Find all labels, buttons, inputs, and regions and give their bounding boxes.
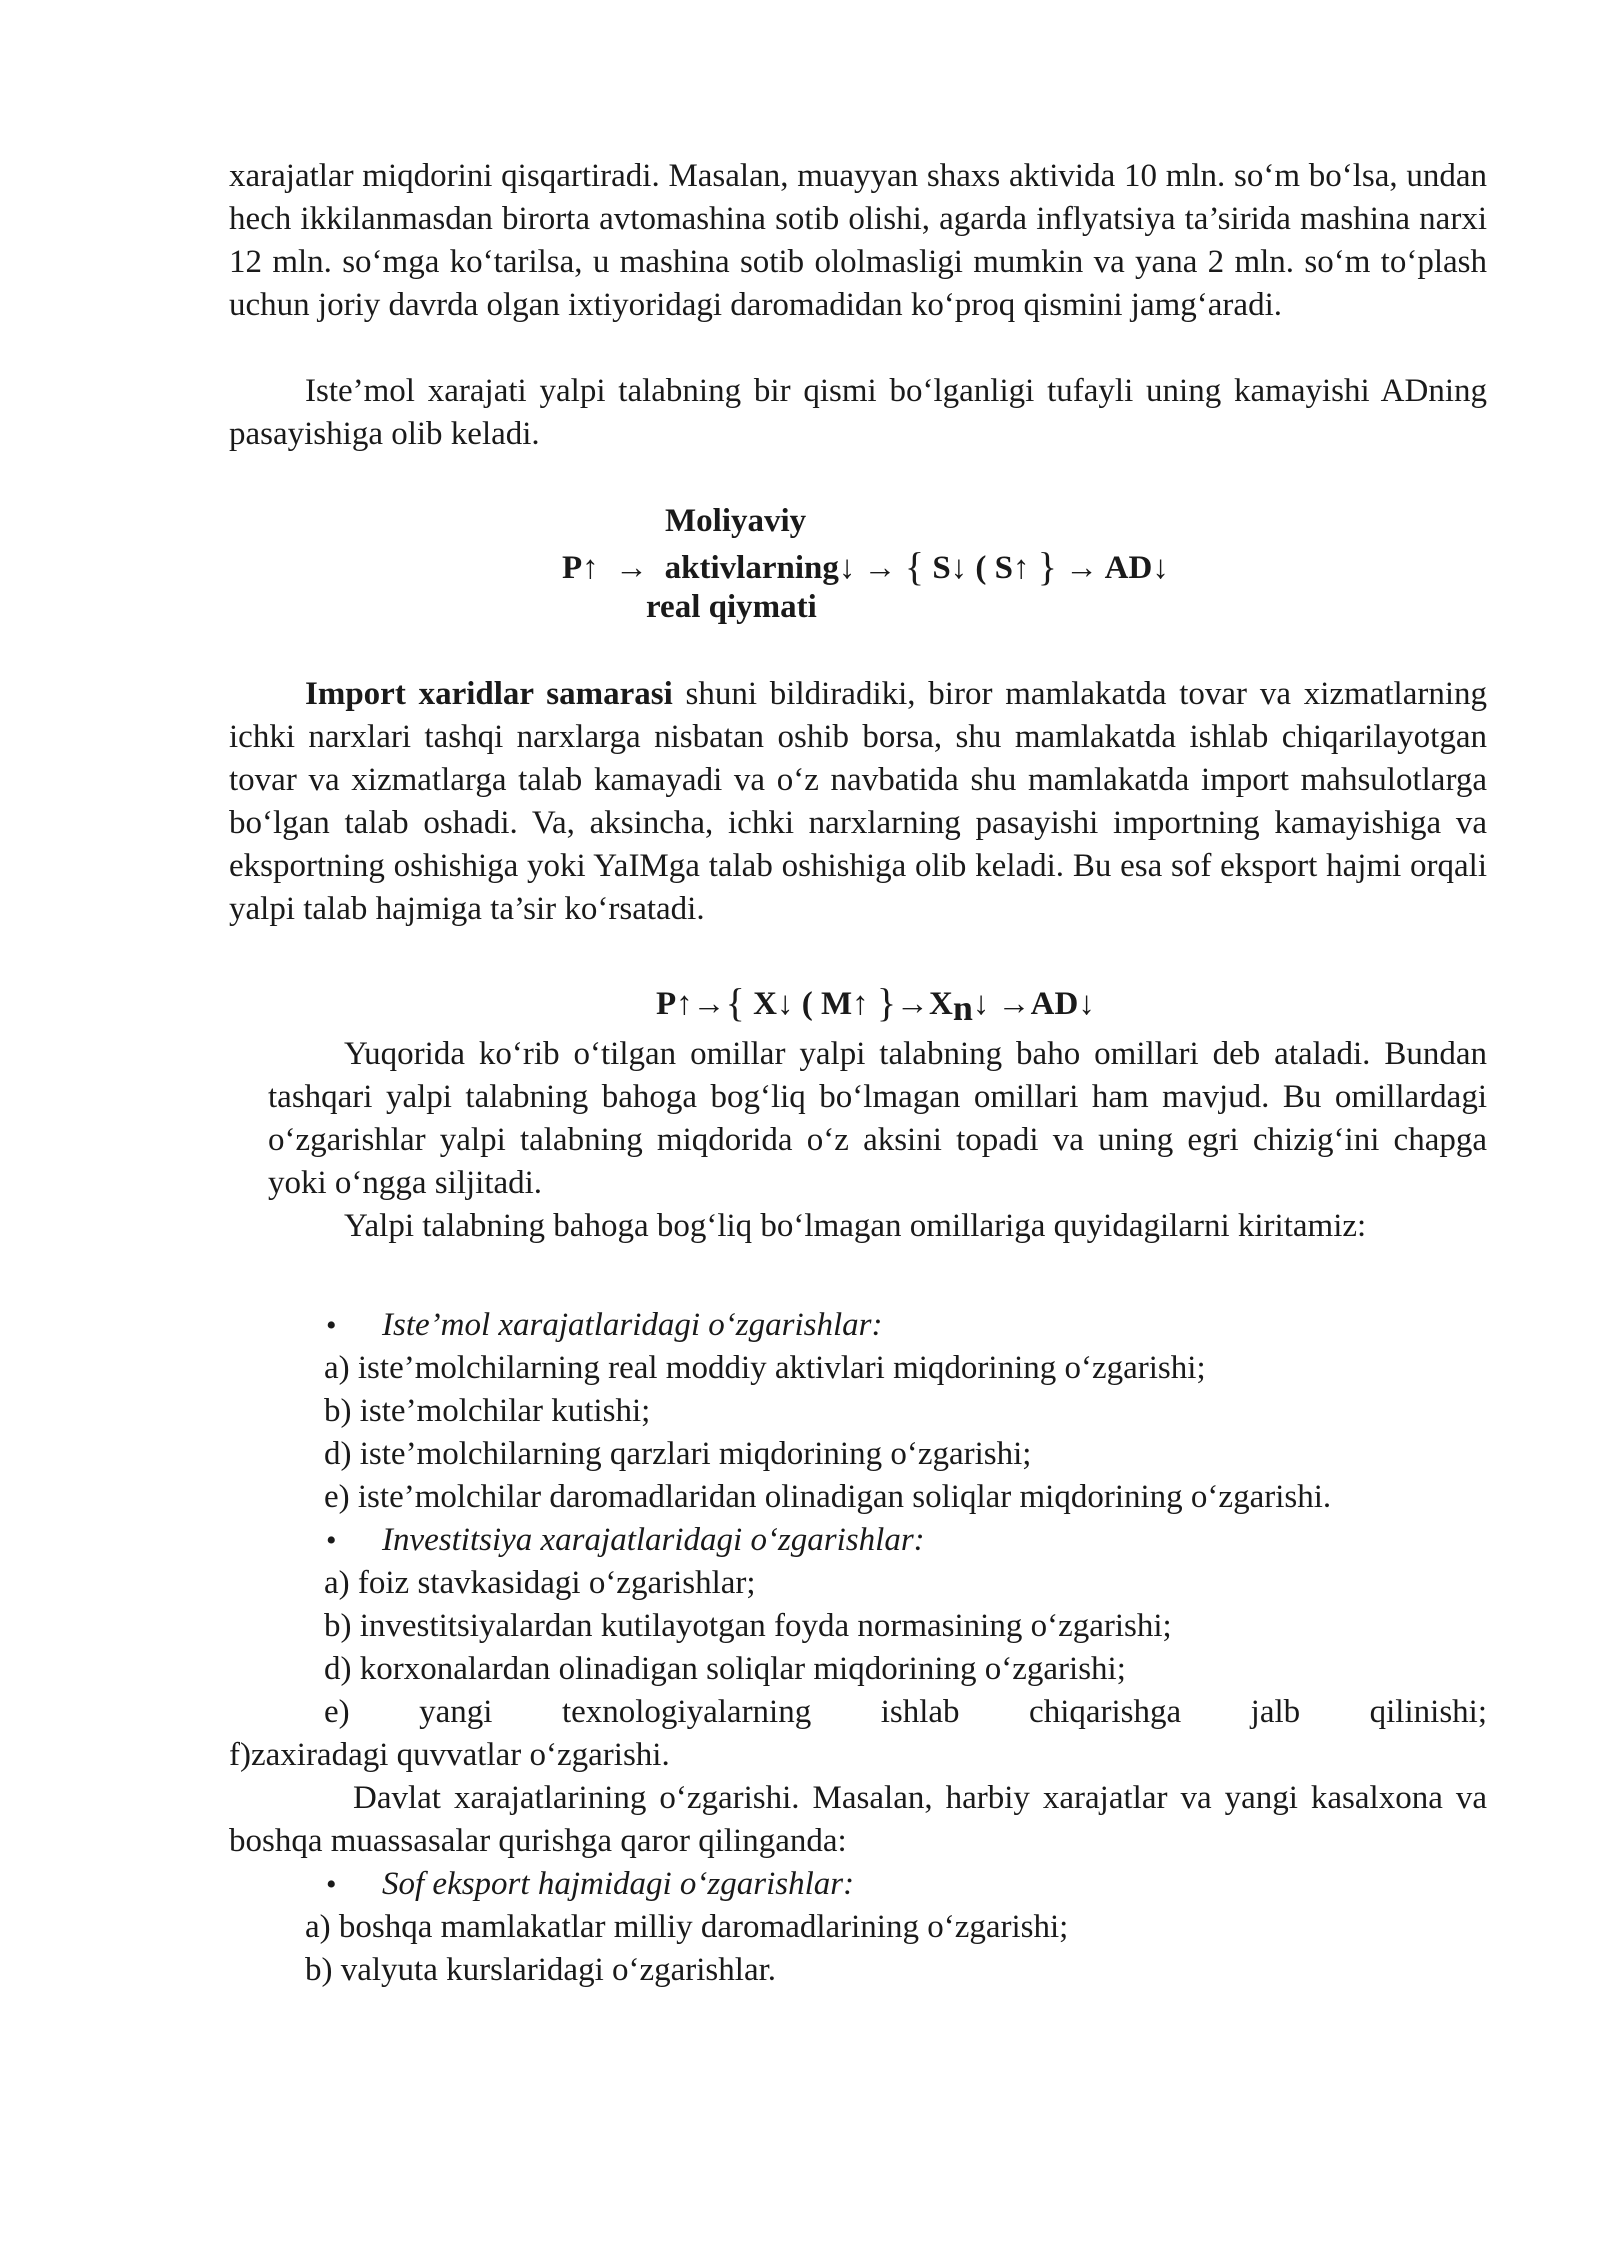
formula-1-brace-open: { (904, 544, 925, 589)
list-item: b) valyuta kurslaridagi o‘zgarishlar. (305, 1952, 777, 1988)
list-item: a) foiz stavkasidagi o‘zgarishlar; (324, 1565, 756, 1601)
formula-2-x: X (929, 986, 953, 1022)
paragraph-2: Iste’mol xarajati yalpi talabning bir qismi bo‘lganligi tufayli uning kamayishi ADning pasayishiga olib keladi. (229, 373, 1487, 452)
formula-1-middle: aktivlarning↓ (664, 550, 856, 586)
bullet-icon: • (326, 1868, 337, 1901)
paragraph-5: Yalpi talabning bahoga bog‘liq bo‘lmagan omillariga quyidagilarni kiritamiz: (344, 1208, 1367, 1244)
list-item: a) boshqa mamlakatlar milliy daromadlarining o‘zgarishi; (305, 1909, 1069, 1945)
list-item: b) investitsiyalardan kutilayotgan foyda normasining o‘zgarishi; (324, 1608, 1172, 1644)
formula-2-inner: X↓ ( M↑ (753, 986, 869, 1022)
list-item: d) korxonalardan olinadigan soliqlar miqdorining o‘zgarishi; (324, 1651, 1126, 1687)
formula-2-result: AD↓ (1030, 986, 1095, 1022)
formula-1-brace-close: } (1037, 544, 1057, 589)
paragraph-3-text: shuni bildiradiki, biror mamlakatda tovar va xizmatlarning ichki narxlari tashqi narxlarga nisbatan oshib borsa, shu mamlakatda ishlab chiqarilayotgan tovar va xizmatlarga talab kamayadi va o‘z navbatida shu mamlakatda import mahsulotlarga bo‘lgan talab oshadi. Va, aksincha, ichki narxlarning pasayishi importning kamayishiga va eksportning oshishiga yoki YaIMga talab oshishiga olib keladi. Bu esa sof eksport hajmi orqali yalpi talab hajmiga ta’sir ko‘rsatadi. (229, 676, 1488, 927)
section-1-heading: Iste’mol xarajatlaridagi o‘zgarishlar: (382, 1307, 883, 1343)
import-effect-term: Import xaridlar samarasi (305, 676, 673, 712)
formula-1-inner: S↓ ( S↑ (932, 550, 1030, 586)
bullet-icon: • (326, 1309, 337, 1342)
section-3-heading: Sof eksport hajmidagi o‘zgarishlar: (382, 1866, 855, 1902)
formula-1-bottom-label: real qiymati (646, 589, 817, 625)
formula-2-brace-open: { (725, 980, 745, 1025)
formula-1 (562, 543, 1169, 590)
formula-2-down: ↓ (972, 986, 990, 1022)
formula-1-top-label: Moliyaviy (665, 503, 807, 539)
formula-2-arrow: → (896, 986, 930, 1022)
formula-1-arrow: → (863, 550, 897, 586)
paragraph-4: Yuqorida ko‘rib o‘tilgan omillar yalpi talabning baho omillari deb ataladi. Bundan tashqari yalpi talabning bahoga bog‘liq bo‘lmagan omillari ham mavjud. Bu omillardagi o‘zgarishlar yalpi talabning miqdorida o‘z aksini topadi va uning egri chizig‘ini chapga yoki o‘ngga siljitadi. (268, 1036, 1487, 1201)
paragraph-6: Davlat xarajatlarining o‘zgarishi. Masalan, harbiy xarajatlar va yangi kasalxona va boshqa muassasalar qurishga qaror qilinganda: (229, 1780, 1487, 1859)
formula-2-arrow: → (997, 986, 1031, 1022)
list-item: d) iste’molchilarning qarzlari miqdorining o‘zgarishi; (324, 1436, 1032, 1472)
bullet-icon: • (326, 1524, 337, 1557)
formula-1-arrow: → (615, 550, 649, 586)
formula-2-arrow: → (692, 986, 726, 1022)
list-item: e) iste’molchilar daromadlaridan olinadigan soliqlar miqdorining o‘zgarishi. (324, 1479, 1332, 1515)
formula-2-subscript: n (952, 988, 973, 1028)
formula-1-arrow: → (1065, 550, 1099, 586)
formula-2-brace-close: } (876, 980, 897, 1025)
paragraph-3 (229, 673, 1487, 931)
list-item: e) yangi texnologiyalarning ishlab chiqarishga jalb qilinishi; (324, 1694, 1487, 1730)
formula-1-price: P↑ (562, 550, 599, 586)
formula-2 (656, 979, 1095, 1026)
section-2-heading: Investitsiya xarajatlaridagi o‘zgarishlar: (382, 1522, 925, 1558)
formula-1-result: AD↓ (1104, 550, 1169, 586)
list-item: b) iste’molchilar kutishi; (324, 1393, 651, 1429)
paragraph-1: xarajatlar miqdorini qisqartiradi. Masalan, muayyan shaxs aktivida 10 mln. so‘m bo‘lsa, undan hech ikkilanmasdan birorta avtomashina sotib olishi, agarda inflyatsiya ta’sirida mashina narxi 12 mln. so‘mga ko‘tarilsa, u mashina sotib ololmasligi mumkin va yana 2 mln. so‘m to‘plash uchun joriy davrda olgan ixtiyoridagi daromadidan ko‘proq qismini jamg‘aradi. (229, 158, 1487, 323)
list-item: f)zaxiradagi quvvatlar o‘zgarishi. (229, 1737, 670, 1773)
list-item: a) iste’molchilarning real moddiy aktivlari miqdorining o‘zgarishi; (324, 1350, 1206, 1386)
formula-2-price: P↑ (656, 986, 693, 1022)
